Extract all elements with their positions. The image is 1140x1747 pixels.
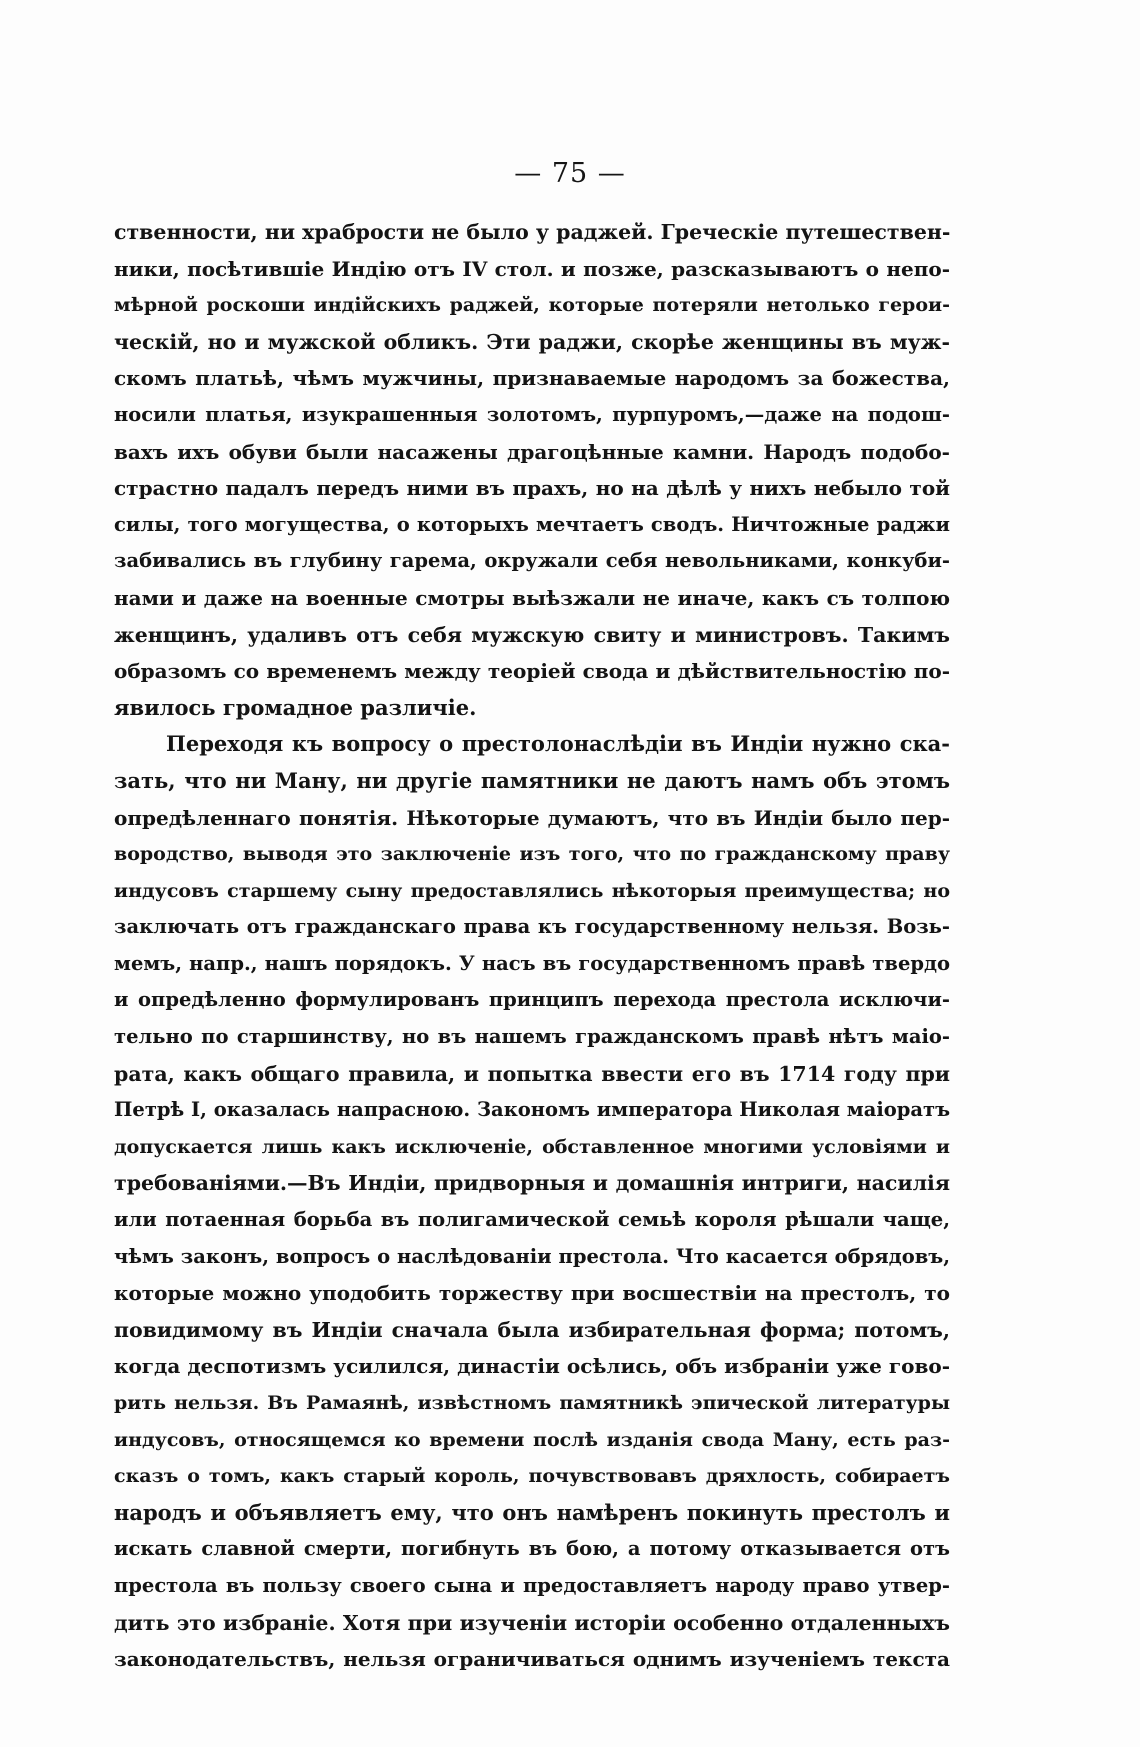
text-line: законодательствъ, нельзя ограничиваться однимъ изученіемъ текста bbox=[114, 1647, 950, 1672]
text-line: вахъ ихъ обуви были насажены драгоцѣнные камни. Народъ подобо- bbox=[114, 439, 950, 464]
text-line: и опредѣленно формулированъ принципъ перехода престола исключи- bbox=[114, 988, 950, 1012]
text-line: народъ и объявляетъ ему, что онъ намѣренъ покинуть престолъ и bbox=[114, 1499, 950, 1525]
text-line: тельно по старшинству, но въ нашемъ гражданскомъ правѣ нѣтъ маіо- bbox=[114, 1025, 950, 1049]
page-number: — 75 — bbox=[514, 158, 626, 189]
body-text bbox=[114, 214, 950, 1678]
text-line: допускается лишь какъ исключеніе, обставленное многими условіями и bbox=[114, 1135, 950, 1158]
text-line: мѣрной роскоши индійскихъ раджей, которые потеряли нетолько герои- bbox=[114, 294, 950, 317]
text-line: забивались въ глубину гарема, окружали себя невольниками, конкуби- bbox=[114, 549, 950, 573]
text-line: ники, посѣтившіе Индію отъ IV стол. и позже, разсказываютъ о непо- bbox=[114, 256, 950, 281]
text-line: дить это избраніе. Хотя при изученіи исторіи особенно отдаленныхъ bbox=[114, 1610, 950, 1635]
text-line: когда деспотизмъ усилился, династіи осѣлись, объ избраніи уже гово- bbox=[114, 1354, 950, 1379]
text-line: заключать отъ гражданскаго права къ государственному нельзя. Возь- bbox=[114, 915, 950, 939]
paragraph-end-line: явилось громадное различіе. bbox=[114, 694, 477, 720]
text-line: силы, того могущества, о которыхъ мечтаетъ сводъ. Ничтожные раджи bbox=[114, 512, 950, 536]
text-line: страстно падалъ передъ ними въ прахъ, но на дѣлѣ у нихъ небыло той bbox=[114, 476, 950, 501]
paragraph-start-line: Переходя къ вопросу о престолонаслѣдіи въ Индіи нужно ска- bbox=[166, 731, 950, 757]
text-line: чѣмъ законъ, вопросъ о наслѣдованіи престола. Что касается обрядовъ, bbox=[114, 1244, 950, 1268]
text-line: требованіями.—Въ Индіи, придворныя и домашнія интриги, насилія bbox=[114, 1171, 950, 1196]
text-line: или потаенная борьба въ полигамической семьѣ короля рѣшали чаще, bbox=[114, 1208, 950, 1232]
text-line: образомъ со временемъ между теоріей свода и дѣйствительностію по- bbox=[114, 659, 950, 684]
text-line: повидимому въ Индіи сначала была избирательная форма; потомъ, bbox=[114, 1317, 950, 1342]
text-line: мемъ, напр., нашъ порядокъ. У насъ въ государственномъ правѣ твердо bbox=[114, 951, 950, 975]
text-line: рата, какъ общаго правила, и попытка ввести его въ 1714 году при bbox=[114, 1061, 950, 1086]
text-line: рить нельзя. Въ Рамаянѣ, извѣстномъ памятникѣ эпической литературы bbox=[114, 1392, 950, 1414]
text-line: индусовъ, относящемся ко времени послѣ изданія свода Ману, есть раз- bbox=[114, 1428, 950, 1451]
text-line: которые можно уподобить торжеству при восшествіи на престолъ, то bbox=[114, 1281, 950, 1306]
text-line: зать, что ни Ману, ни другіе памятники не даютъ намъ объ этомъ bbox=[114, 767, 950, 793]
text-line: носили платья, изукрашенныя золотомъ, пурпуромъ,—даже на подош- bbox=[114, 402, 950, 426]
text-line: женщинъ, удаливъ отъ себя мужскую свиту и министровъ. Такимъ bbox=[114, 622, 950, 647]
text-line: скомъ платьѣ, чѣмъ мужчины, признаваемые народомъ за божества, bbox=[114, 366, 950, 391]
text-line: опредѣленнаго понятія. Нѣкоторые думаютъ, что въ Индіи было пер- bbox=[114, 805, 950, 830]
text-line: индусовъ старшему сыну предоставлялись нѣкоторыя преимущества; но bbox=[114, 879, 950, 902]
text-line: искать славной смерти, погибнуть въ бою, а потому отказывается отъ bbox=[114, 1537, 950, 1561]
text-line: ственности, ни храбрости не было у раджей. Греческіе путешествен- bbox=[114, 220, 950, 244]
text-line: сказъ о томъ, какъ старый король, почувствовавъ дряхлость, собираетъ bbox=[114, 1465, 950, 1488]
text-line: нами и даже на военные смотры выѣзжали не иначе, какъ съ толпою bbox=[114, 585, 950, 610]
text-line: Петрѣ I, оказалась напрасною. Закономъ императора Николая маіоратъ bbox=[114, 1098, 950, 1122]
text-line: ческій, но и мужской обликъ. Эти раджи, скорѣе женщины въ муж- bbox=[114, 329, 950, 354]
text-line: вородство, выводя это заключеніе изъ того, что по гражданскому праву bbox=[114, 843, 950, 866]
text-line: престола въ пользу своего сына и предоставляетъ народу право утвер- bbox=[114, 1573, 950, 1597]
